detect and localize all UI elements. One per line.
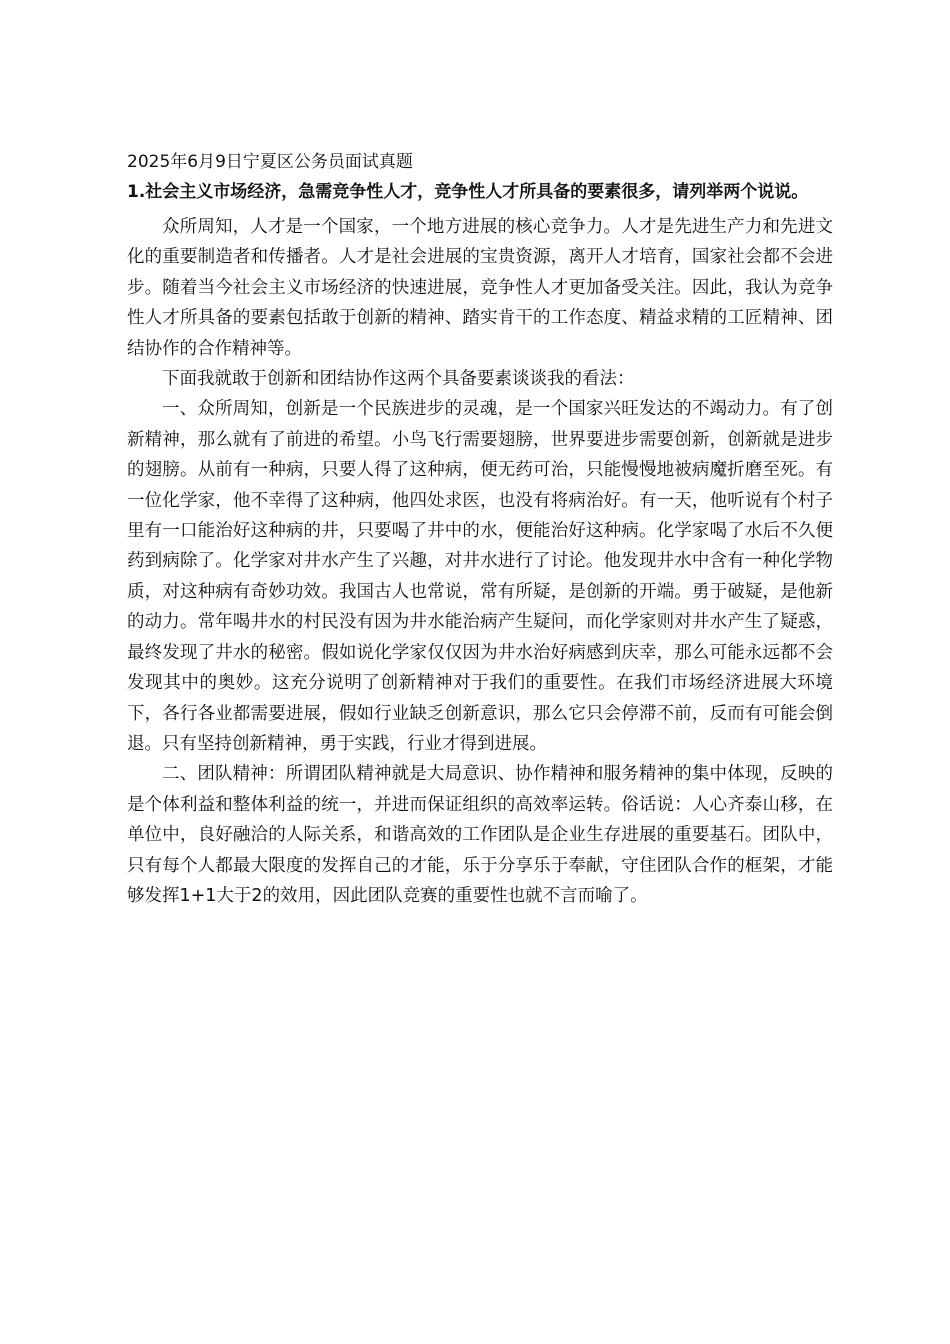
answer-paragraph-teamwork: 二、团队精神：所谓团队精神就是大局意识、协作精神和服务精神的集中体现，反映的是个体利益和整体利益的统一，并进而保证组织的高效率运转。俗话说：人心齐泰山移，在单位中，良好融洽的人际关系，和谐高效的工作团队是企业生存进展的重要基石。团队中，只有每个人都最大限度的发挥自己的才能，乐于分享乐于奉献，守住团队合作的框架，才能够发挥1+1大于2的效用，因此团队竞赛的重要性也就不言而喻了。 — [127, 764, 833, 906]
interview-question: 1.社会主义市场经济，急需竞争性人才，竞争性人才所具备的要素很多，请列举两个说说。 — [127, 182, 809, 202]
answer-paragraph-innovation: 一、众所周知，创新是一个民族进步的灵魂，是一个国家兴旺发达的不竭动力。有了创新精神，那么就有了前进的希望。小鸟飞行需要翅膀，世界要进步需要创新，创新就是进步的翅膀。从前有一种病，只要人得了这种病，便无药可治，只能慢慢地被病魔折磨至死。有一位化学家，他不幸得了这种病，他四处求医，也没有将病治好。有一天，他听说有个村子里有一口能治好这种病的井，只要喝了井中的水，便能治好这种病。化学家喝了水后不久便药到病除了。化学家对井水产生了兴趣，对井水进行了讨论。他发现井水中含有一种化学物质，对这种病有奇妙功效。我国古人也常说，常有所疑，是创新的开端。勇于破疑，是他新的动力。常年喝井水的村民没有因为井水能治病产生疑问，而化学家则对井水产生了疑惑，最终发现了井水的秘密。假如说化学家仅仅因为井水治好病感到庆幸，那么可能永远都不会发现其中的奥妙。这充分说明了创新精神对于我们的重要性。在我们市场经济进展大环境下，各行各业都需要进展，假如行业缺乏创新意识，那么它只会停滞不前，反而有可能会倒退。只有坚持创新精神，勇于实践，行业才得到进展。 — [127, 399, 833, 754]
answer-paragraph-intro: 众所周知，人才是一个国家，一个地方进展的核心竞争力。人才是先进生产力和先进文化的重要制造者和传播者。人才是社会进展的宝贵资源，离开人才培育，国家社会都不会进步。随着当今社会主义市场经济的快速进展，竞争性人才更加备受关注。因此，我认为竞争性人才所具备的要素包括敢于创新的精神、踏实肯干的工作态度、精益求精的工匠精神、团结协作的合作精神等。 — [127, 217, 833, 359]
document-page — [127, 150, 833, 911]
answer-paragraph-transition: 下面我就敢于创新和团结协作这两个具备要素谈谈我的看法： — [162, 369, 635, 390]
document-title: 2025年6月9日宁夏区公务员面试真题 — [127, 152, 413, 172]
